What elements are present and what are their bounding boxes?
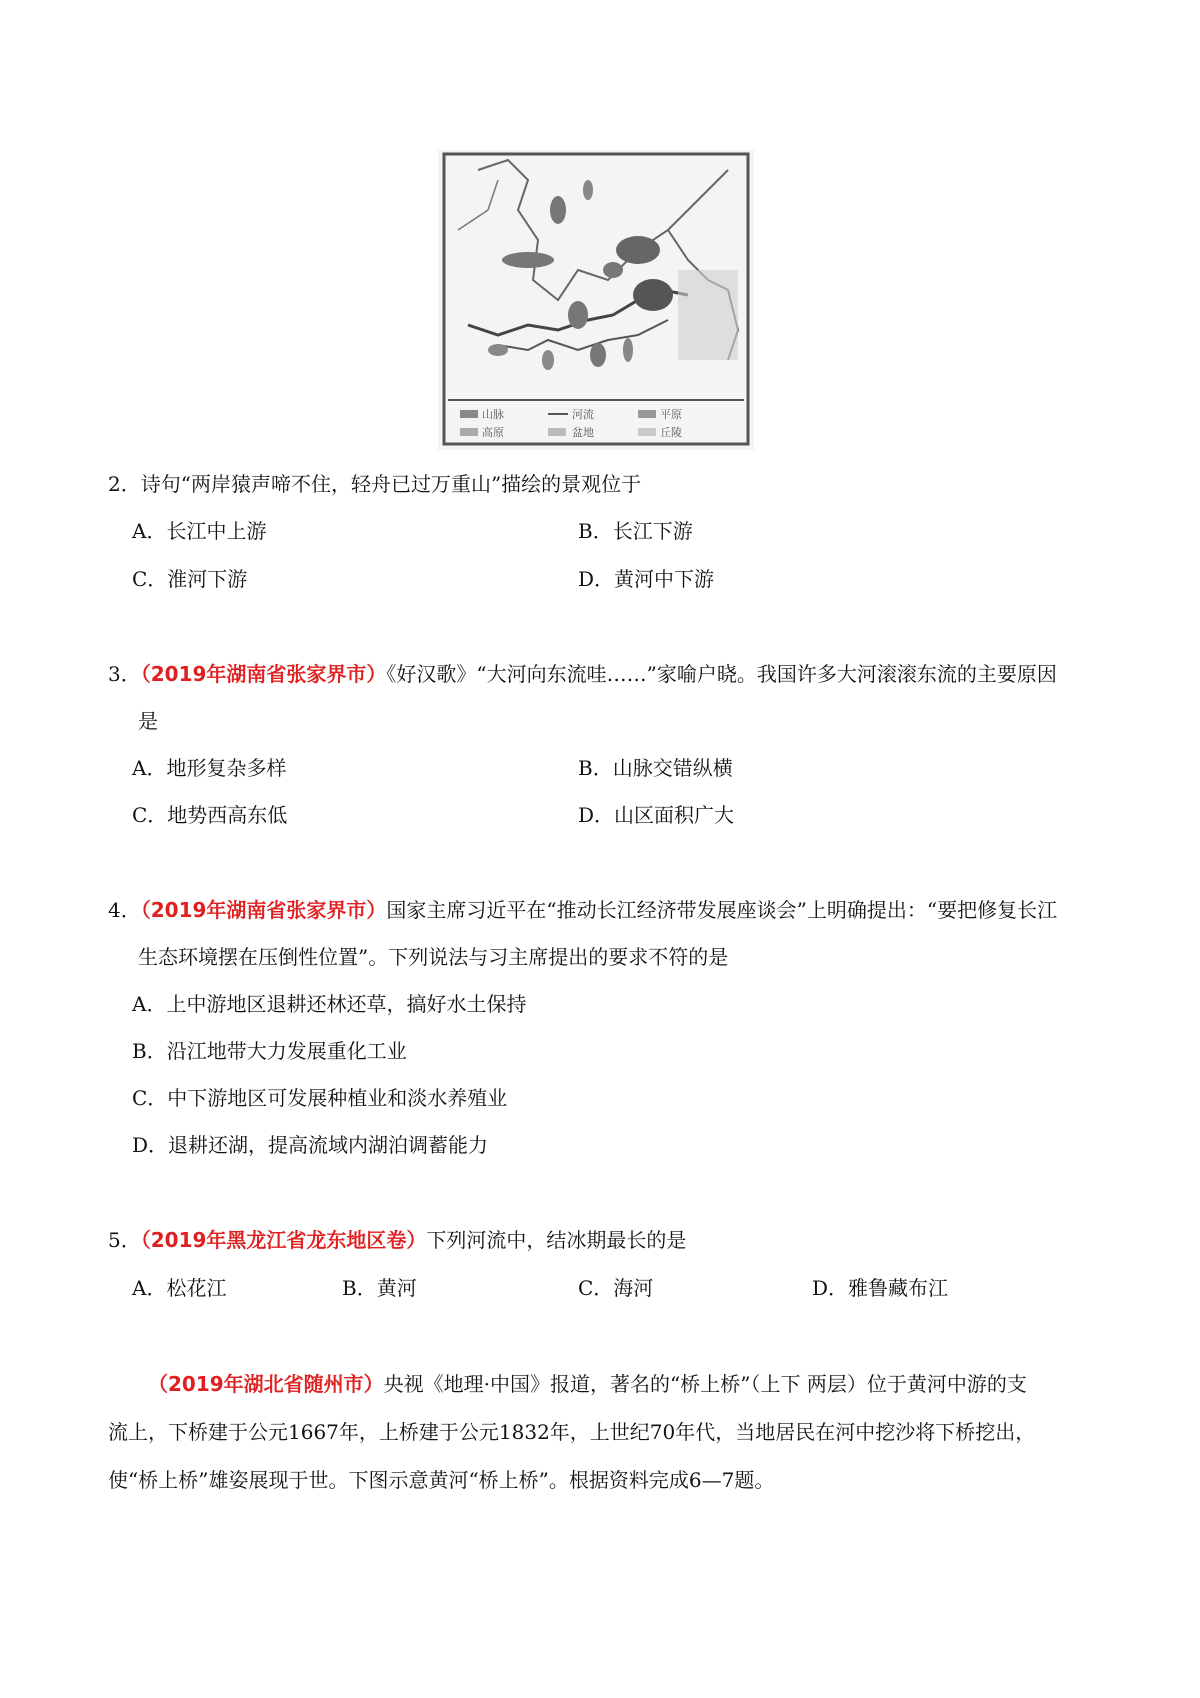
passage-text: 央视《地理·中国》报道，著名的“桥上桥”（上下 两层）位于黄河中游的支 [383,1372,1027,1396]
option-b: B．长江下游 [578,519,693,543]
question-stem: 诗句“两岸猿声啼不住，轻舟已过万重山”描绘的景观位于 [140,472,642,496]
question-stem: 《好汉歌》“大河向东流哇……”家喻户晓。我国许多大河滚滚东流的主要原因 [386,662,1057,686]
question-4 [108,896,1057,924]
option-b: B．黄河 [342,1276,417,1300]
legend-label: 山脉 [482,408,504,421]
option-d: D．雅鲁藏布江 [812,1276,949,1300]
option-a: A．地形复杂多样 [132,756,287,780]
option-b: B．山脉交错纵横 [578,756,733,780]
question-5 [108,1226,686,1254]
option-a: A．长江中上游 [132,519,267,543]
question-source: （2019年湖南省张家界市） [140,662,387,686]
question-number: 5． [108,1228,141,1252]
question-source: （2019年黑龙江省龙东地区卷） [140,1228,427,1252]
passage-line-3: 使“桥上桥”雄姿展现于世。下图示意黄河“桥上桥”。根据资料完成6—7题。 [108,1468,775,1492]
legend-label: 丘陵 [660,426,682,439]
question-number: 3． [108,662,141,686]
passage-line-2: 流上，下桥建于公元1667年，上桥建于公元1832年，上世纪70年代，当地居民在河中挖沙将下桥挖出， [108,1420,1036,1444]
option-a: A．上中游地区退耕还林还草，搞好水土保持 [132,992,527,1016]
option-b: B．沿江地带大力发展重化工业 [132,1039,407,1063]
option-d: D．退耕还湖，提高流域内湖泊调蓄能力 [132,1133,489,1157]
passage-source: （2019年湖北省随州市） [148,1372,384,1396]
question-number: 4． [108,898,141,922]
option-a: A．松花江 [132,1276,227,1300]
question-number: 2． [108,472,141,496]
option-d: D．山区面积广大 [578,803,735,827]
legend-label: 河流 [572,408,594,421]
option-c: C．地势西高东低 [132,803,288,827]
question-stem-continued: 是 [138,709,158,733]
option-d: D．黄河中下游 [578,567,715,591]
option-c: C．淮河下游 [132,567,248,591]
river-basin-map [438,150,754,450]
option-c: C．海河 [578,1276,654,1300]
option-c: C．中下游地区可发展种植业和淡水养殖业 [132,1086,508,1110]
question-2 [108,470,641,498]
legend-label: 平原 [660,408,682,421]
legend-label: 盆地 [572,426,594,439]
question-stem: 国家主席习近平在“推动长江经济带发展座谈会”上明确提出：“要把修复长江 [386,898,1058,922]
map-figure [438,150,754,450]
question-3 [108,660,1057,688]
question-stem: 下列河流中，结冰期最长的是 [426,1228,687,1252]
question-source: （2019年湖南省张家界市） [140,898,387,922]
legend-label: 高原 [482,426,504,439]
question-stem-continued: 生态环境摆在压倒性位置”。下列说法与习主席提出的要求不符的是 [138,945,729,969]
passage-line-1 [148,1370,1027,1398]
